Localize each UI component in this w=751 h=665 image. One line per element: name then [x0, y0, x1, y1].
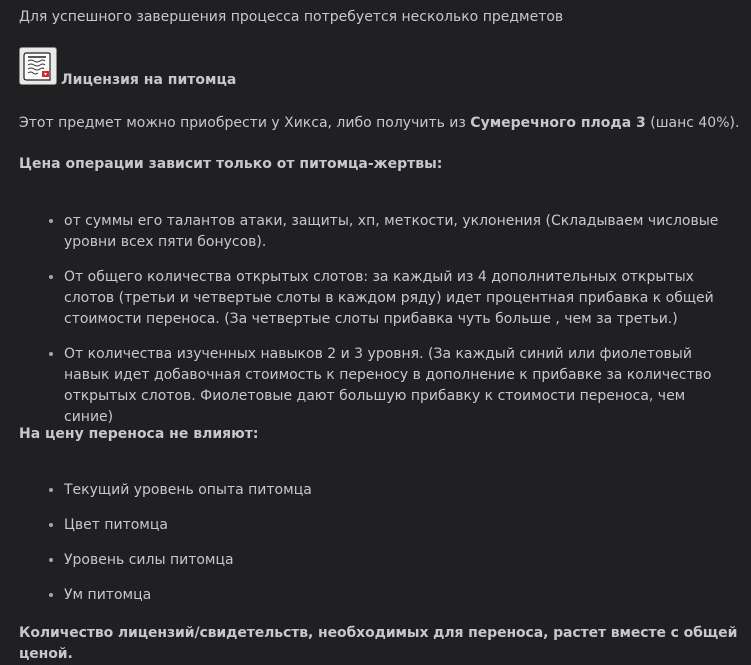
acquire-suffix: (шанс 40%). — [645, 115, 740, 131]
acquire-source: Сумеречного плода 3 — [470, 115, 646, 131]
intro-text: Для успешного завершения процесса потребуется несколько предметов — [19, 9, 564, 25]
acquire-text — [19, 113, 741, 134]
list-item: • Уровень силы питомца — [64, 550, 737, 571]
list-item: • От общего количества открытых слотов: за каждый из 4 дополнительных открытых слотов (третьи и четвертые слоты в каждом ряду) идет процентная прибавка к общей стоимости переноса. (За четвертые слоты прибавка чуть больше , чем за третьи.) — [64, 267, 737, 330]
price-heading: Цена операции зависит только от питомца-жертвы: — [19, 156, 443, 172]
footer-text: Количество лицензий/свидетельств, необходимых для переноса, растет вместе с общей ценой. — [19, 625, 738, 662]
item-title: Лицензия на питомца — [61, 72, 237, 88]
no-effect-heading: На цену переноса не влияют: — [19, 426, 259, 442]
list-item: • Текущий уровень опыта питомца — [64, 480, 737, 501]
price-factors-list — [44, 211, 737, 428]
list-item: • от суммы его талантов атаки, защиты, хп, меткости, уклонения (Складываем числовые уровни всех пяти бонусов). — [64, 211, 737, 253]
list-item: • От количества изученных навыков 2 и 3 уровня. (За каждый синий или фиолетовый навык идет добавочная стоимость к переносу в дополнение к прибавке за количество открытых слотов. Фиолетовые дают большую прибавку к стоимости переноса, чем синие) — [64, 344, 737, 428]
no-effect-list — [44, 480, 737, 606]
acquire-prefix: Этот предмет можно приобрести у Хикса, либо получить из — [19, 115, 471, 131]
list-item: • Цвет питомца — [64, 515, 737, 536]
list-item: • Ум питомца — [64, 585, 737, 606]
pet-license-scroll-icon — [19, 47, 57, 85]
